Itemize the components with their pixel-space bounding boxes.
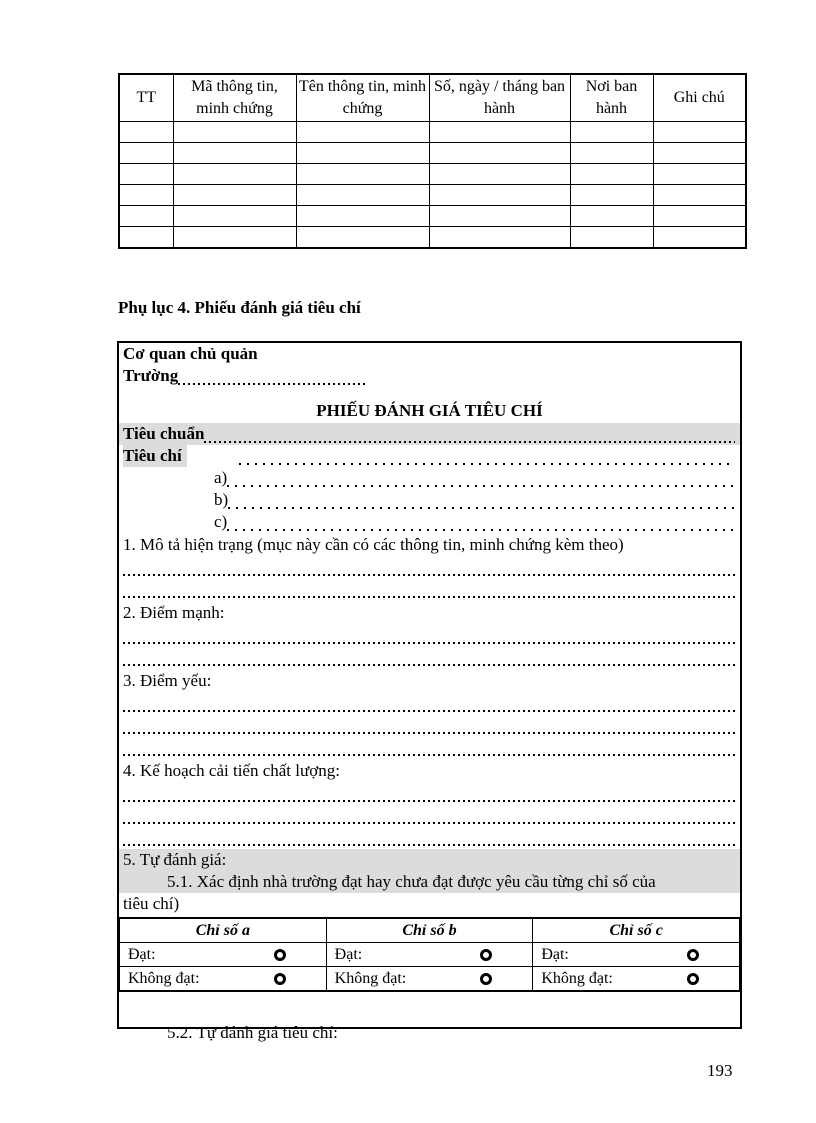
section-2-label: 2. Điểm mạnh: (123, 603, 225, 622)
pass-row (120, 943, 740, 967)
column-header-noi-ban-hanh: Nơi ban hành (570, 74, 653, 122)
standard-line (119, 423, 740, 445)
school-label: Trường (123, 366, 179, 385)
criterion-item-c (119, 511, 740, 533)
self-assessment-block (119, 849, 740, 893)
indicator-a-pass-cell (120, 943, 327, 967)
column-header-ma-thong-tin: Mã thông tin, minh chứng (173, 74, 296, 122)
criterion-item-label: c) (214, 512, 228, 531)
dotted-fill-line (228, 489, 735, 509)
self-assessment-line1: 5.1. Xác định nhà trường đạt hay chưa đạt được yêu cầu từng chỉ số của (167, 872, 656, 891)
criterion-item-label: a) (214, 468, 228, 487)
self-assessment-line2: tiêu chí) (123, 894, 180, 913)
indicator-c-pass-cell (533, 943, 740, 967)
self-assessment-heading: 5. Tự đánh giá: (123, 850, 227, 869)
dotted-fill-line (123, 827, 735, 849)
pass-label: Đạt: (541, 945, 569, 963)
dotted-fill-line (123, 557, 735, 579)
table-row (119, 143, 746, 164)
criterion-line (119, 445, 740, 467)
radio-circle-icon (687, 973, 699, 985)
column-header-tt: TT (119, 74, 173, 122)
agency-line: Cơ quan chủ quản (123, 344, 258, 363)
fail-label: Không đạt: (128, 969, 200, 987)
criterion-item-a (119, 467, 740, 489)
indicator-a-header: Chỉ số a (120, 918, 327, 943)
fail-label: Không đạt: (334, 969, 407, 987)
radio-circle-icon (274, 973, 286, 985)
page-number: 193 (707, 1061, 733, 1080)
radio-circle-icon (687, 949, 699, 961)
pass-label: Đạt: (334, 945, 363, 963)
evidence-table-header-row (119, 74, 746, 122)
indicator-b-fail-cell (326, 967, 533, 992)
indicator-c-fail-cell (533, 967, 740, 992)
table-row (119, 206, 746, 227)
dotted-fill-line (123, 625, 735, 647)
dotted-fill-line (123, 783, 735, 805)
criterion-item-label: b) (214, 490, 229, 509)
blank-line (119, 387, 740, 399)
section-1-label: 1. Mô tả hiện trạng (mục này cần có các thông tin, minh chứng kèm theo) (123, 535, 624, 554)
radio-circle-icon (274, 949, 286, 961)
dotted-fill-line (123, 715, 735, 737)
dotted-fill-line (204, 423, 735, 443)
fail-row (120, 967, 740, 992)
final-self-assessment-label: 5.2. Tự đánh giá tiêu chí: (167, 1023, 338, 1042)
table-row (119, 164, 746, 185)
radio-circle-icon (480, 973, 492, 985)
indicator-a-fail-cell (120, 967, 327, 992)
indicator-table (119, 917, 740, 992)
dotted-fill-line (123, 737, 735, 759)
dotted-fill-line (178, 365, 368, 385)
indicator-b-header: Chỉ số b (326, 918, 533, 943)
evidence-table (118, 73, 747, 249)
indicator-b-pass-cell (326, 943, 533, 967)
column-header-ghi-chu: Ghi chú (653, 74, 746, 122)
column-header-ten-thong-tin: Tên thông tin, minh chứng (296, 74, 429, 122)
criterion-item-b (119, 489, 740, 511)
dotted-fill-line (227, 467, 735, 487)
dotted-fill-line (123, 693, 735, 715)
dotted-fill-line (123, 647, 735, 669)
appendix-heading: Phụ lục 4. Phiếu đánh giá tiêu chí (118, 298, 361, 317)
fail-label: Không đạt: (541, 969, 613, 987)
school-line (119, 365, 740, 387)
radio-circle-icon (480, 949, 492, 961)
section-3-label: 3. Điểm yếu: (123, 671, 212, 690)
table-row (119, 227, 746, 249)
table-row (119, 185, 746, 206)
pass-label: Đạt: (128, 945, 156, 963)
dotted-fill-line (123, 805, 735, 827)
standard-label: Tiêu chuẩn (123, 424, 205, 443)
dotted-fill-line (227, 511, 735, 531)
form-title: PHIẾU ĐÁNH GIÁ TIÊU CHÍ (316, 401, 543, 420)
indicator-header-row (120, 918, 740, 943)
indicator-c-header: Chỉ số c (533, 918, 740, 943)
section-4-label: 4. Kế hoạch cải tiến chất lượng: (123, 761, 340, 780)
dotted-fill-line (123, 579, 735, 601)
table-row (119, 122, 746, 143)
column-header-so-ngay-thang: Số, ngày / tháng ban hành (429, 74, 570, 122)
evaluation-form-box (117, 341, 742, 1042)
dotted-fill-line (239, 445, 735, 465)
criterion-label: Tiêu chí (123, 445, 187, 467)
